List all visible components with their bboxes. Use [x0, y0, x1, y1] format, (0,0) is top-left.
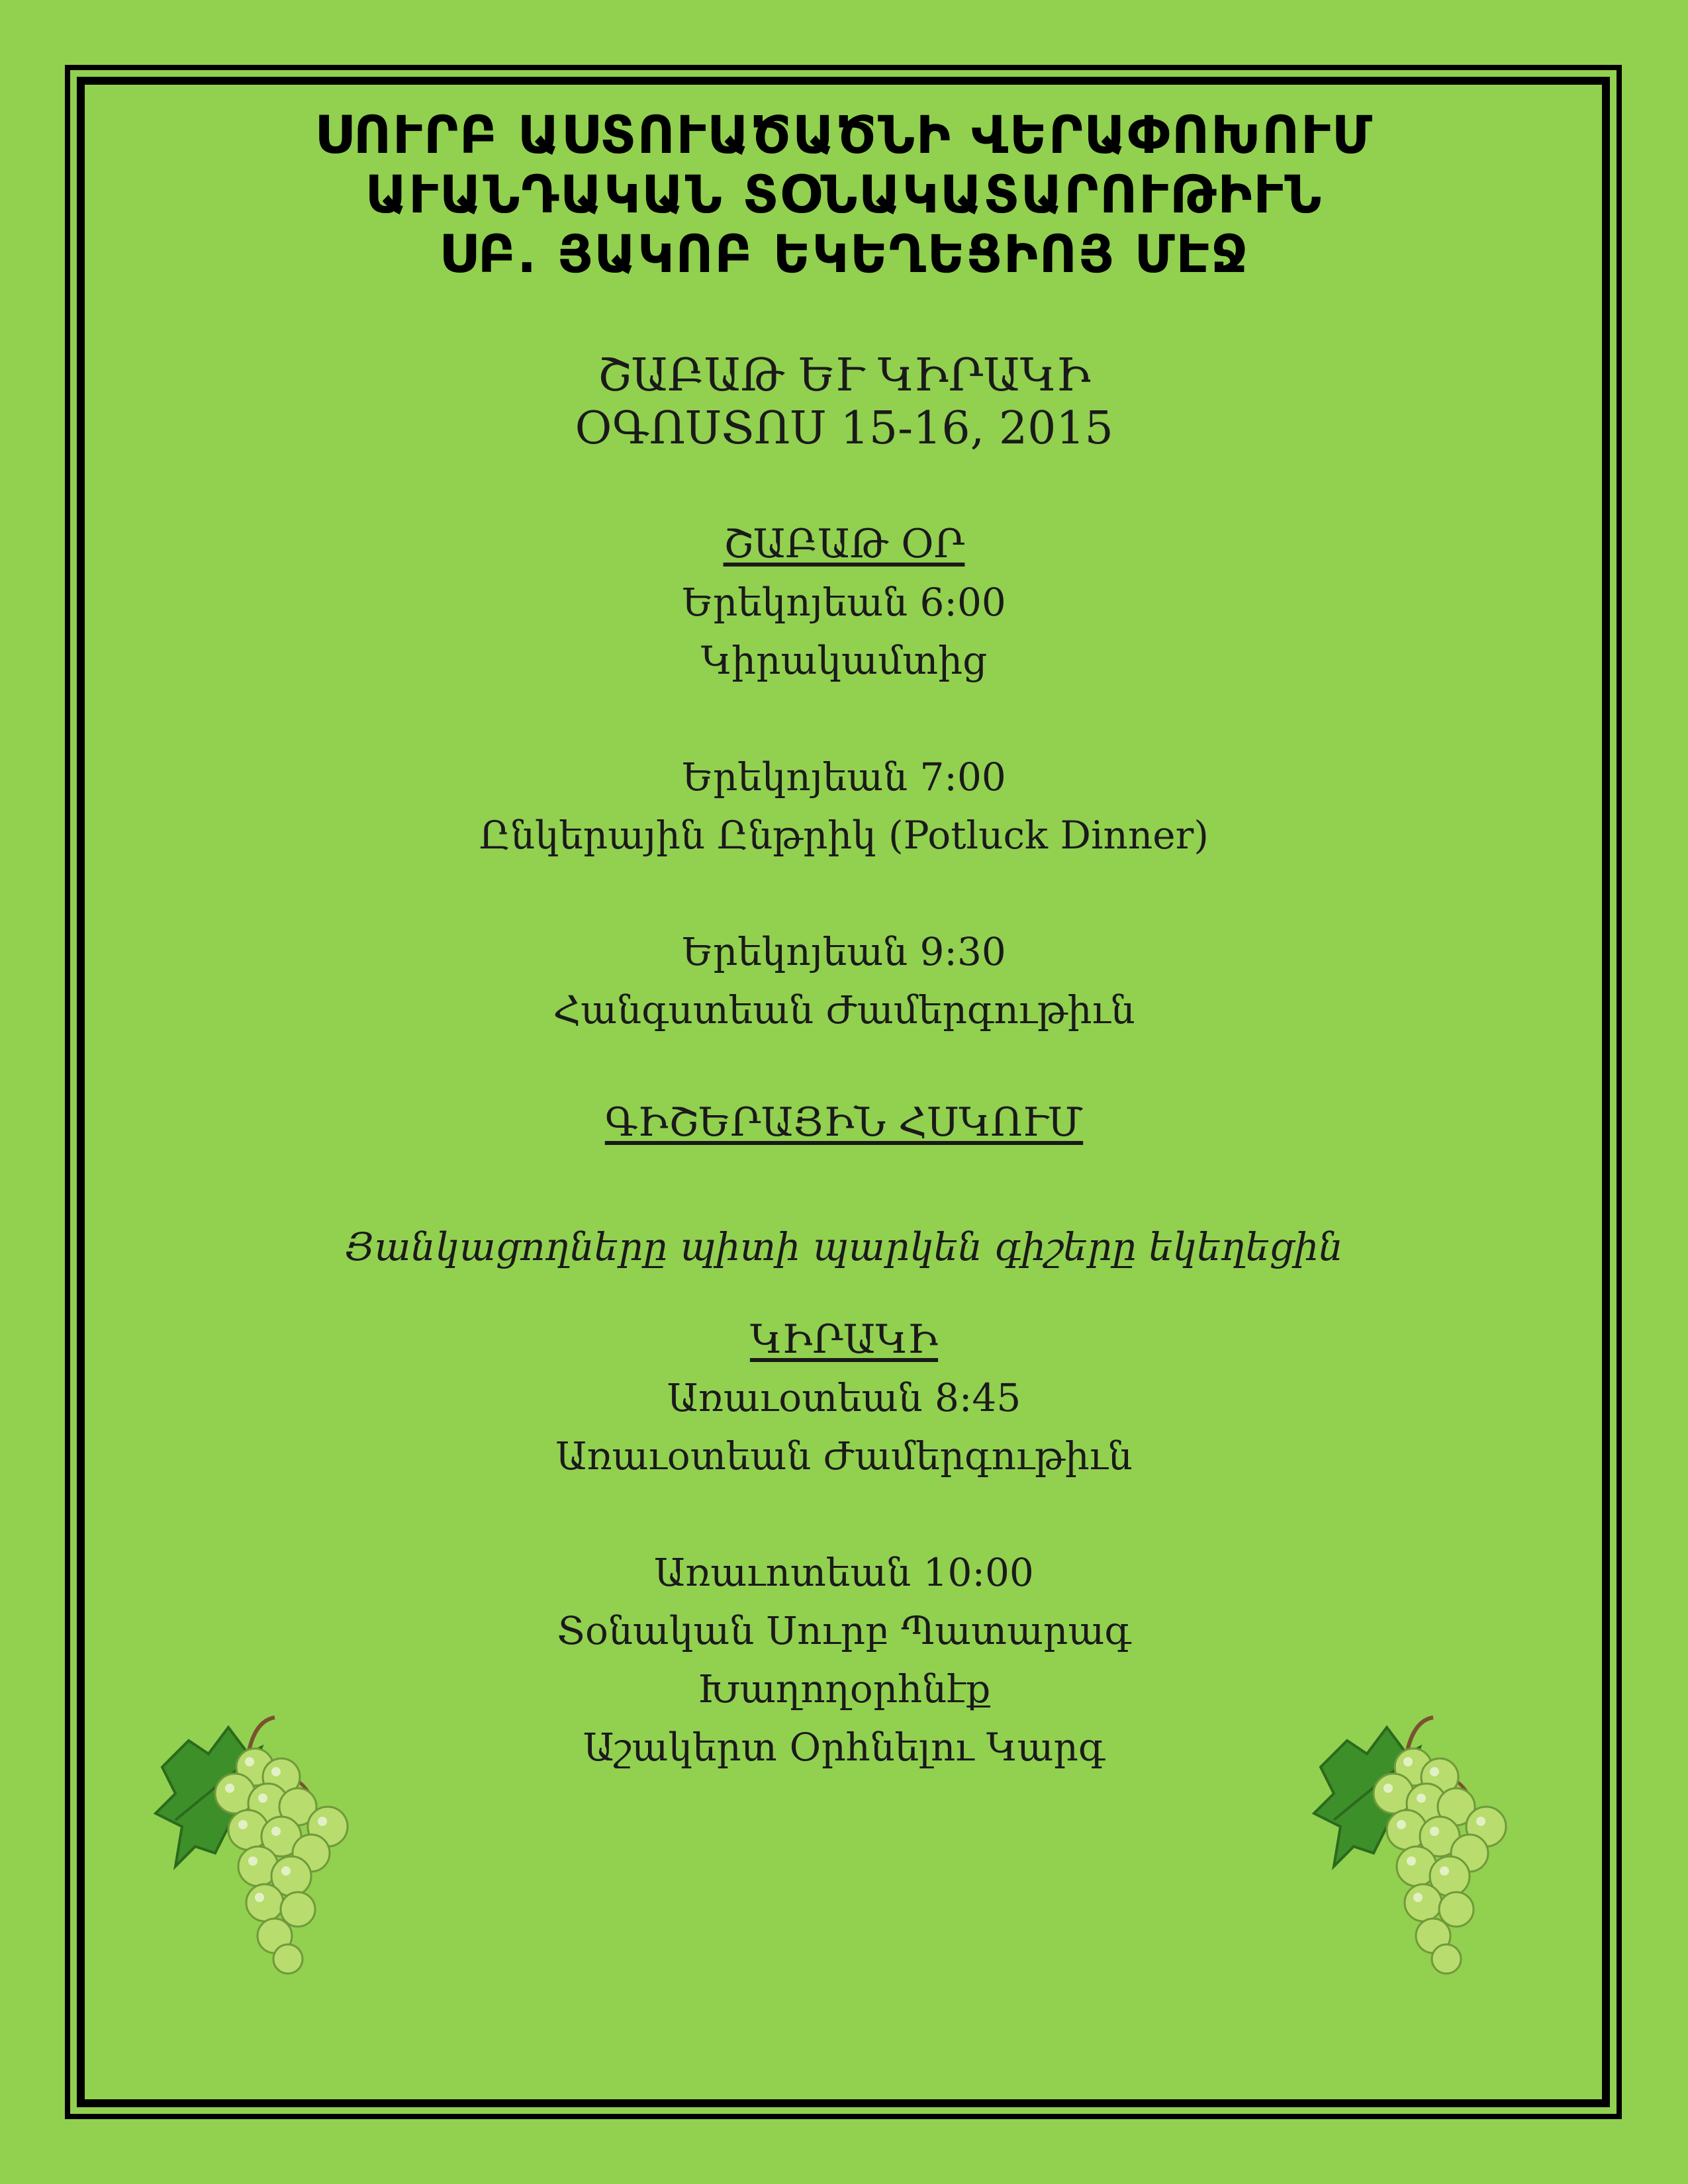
- saturday-heading: ՇԱԲԱԹ ՕՐ: [723, 521, 965, 567]
- vigil-heading: ԳԻՇԵՐԱՅԻՆ ՀՍԿՈՒՄ: [604, 1099, 1084, 1146]
- event-title: [99, 106, 1589, 285]
- grape-cluster-icon: [1307, 1714, 1526, 1979]
- sunday-heading: ԿԻՐԱԿԻ: [749, 1316, 939, 1363]
- vigil-section: [99, 1093, 1589, 1276]
- flyer-content: [99, 106, 1589, 1776]
- sunday-event-2-line-2: Խաղողօրհնէք: [697, 1666, 991, 1711]
- sunday-event-2-line-3: Աշակերտ Օրհնելու Կարգ: [583, 1725, 1105, 1770]
- title-line-1: ՍՈՒՐԲ ԱՍՏՈՒԱԾԱԾՆԻ ՎԵՐԱՓՈԽՈՒՄ: [314, 106, 1374, 165]
- sunday-event-2-time: Առաւոտեան 10:00: [654, 1550, 1034, 1595]
- saturday-event-2-name: Ընկերային Ընթրիկ (Potluck Dinner): [479, 813, 1209, 858]
- saturday-event-1-time: Երեկոյեան 6:00: [682, 580, 1006, 625]
- sunday-event-1-name: Առաւօտեան Ժամերգութիւն: [555, 1433, 1133, 1479]
- event-dates: [99, 349, 1589, 455]
- title-line-3: ՍԲ. ՅԱԿՈԲ ԵԿԵՂԵՑԻՈՅ ՄԷՋ: [439, 225, 1249, 285]
- event-days: ՇԱԲԱԹ ԵՒ ԿԻՐԱԿԻ: [597, 349, 1091, 402]
- title-line-2: ԱՒԱՆԴԱԿԱՆ ՏՕՆԱԿԱՏԱՐՈՒԹԻՒՆ: [365, 165, 1323, 225]
- saturday-event-3-time: Երեկոյեան 9:30: [682, 929, 1006, 974]
- saturday-event-3-name: Հանգստեան Ժամերգութիւն: [553, 987, 1135, 1032]
- saturday-section: [99, 515, 1589, 1039]
- sunday-event-2-line-1: Տօնական Սուրբ Պատարագ: [557, 1608, 1131, 1653]
- saturday-event-1-name: Կիրակամտից: [700, 638, 988, 683]
- grape-cluster-icon: [149, 1714, 367, 1979]
- vigil-note: Յանկացողները պիտի պարկեն գիշերը եկեղեցին: [345, 1224, 1343, 1269]
- sunday-section: [99, 1310, 1589, 1776]
- event-date: ՕԳՈՍՏՈՍ 15-16, 2015: [575, 402, 1113, 455]
- sunday-event-1-time: Առաւօտեան 8:45: [667, 1375, 1021, 1420]
- saturday-event-2-time: Երեկոյեան 7:00: [682, 754, 1006, 799]
